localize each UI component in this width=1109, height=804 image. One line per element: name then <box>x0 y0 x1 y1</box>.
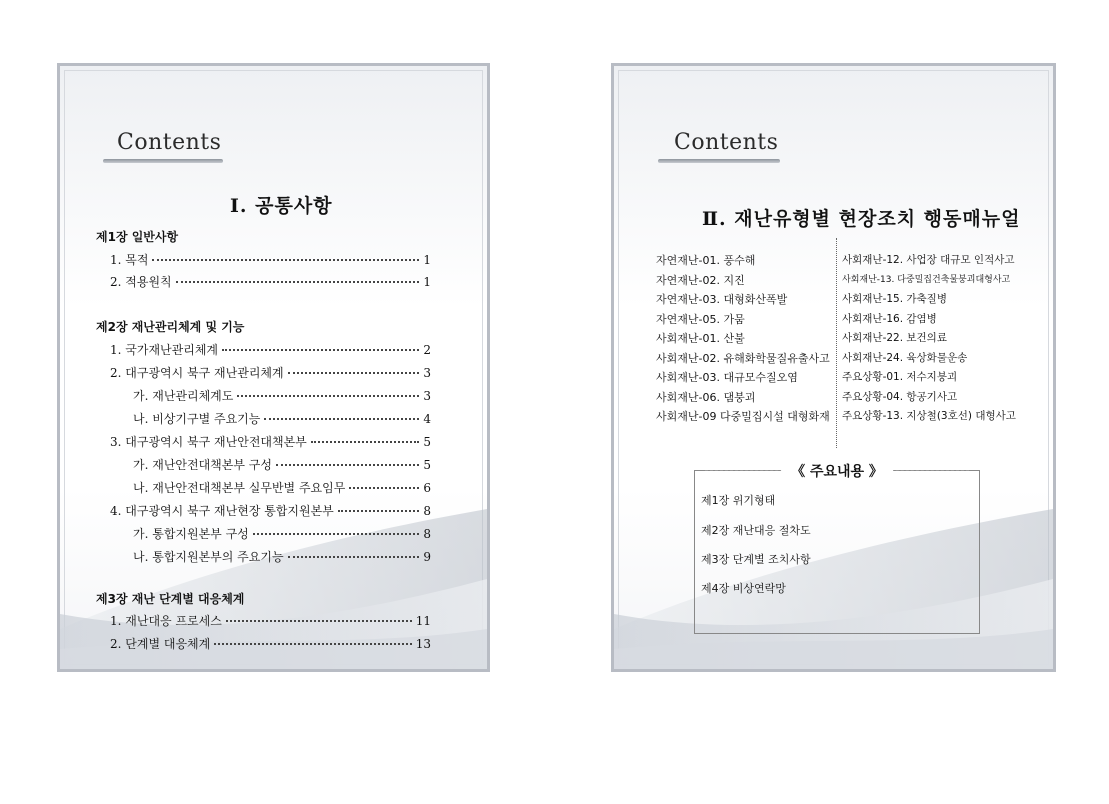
dot-leader <box>237 395 419 397</box>
toc-item-label: 2. 대구광역시 북구 재난관리체계 <box>110 366 284 380</box>
contents-underline <box>658 159 780 163</box>
contents-page-right <box>611 63 1056 672</box>
toc-page-number: 8 <box>423 527 431 541</box>
toc-item-label: 4. 대구광역시 북구 재난현장 통합지원본부 <box>110 504 334 518</box>
toc-page-number: 1 <box>423 253 431 267</box>
toc-item[interactable] <box>110 612 431 629</box>
disaster-list-right <box>842 251 1016 427</box>
chapter-title: 제1장 일반사항 <box>96 230 179 244</box>
toc-page-number: 8 <box>423 504 431 518</box>
list-item[interactable]: 사회재난-02. 유해화학물질유출사고 <box>656 351 830 365</box>
chapter-title: 제3장 재난 단계별 대응체계 <box>96 592 245 606</box>
contents-label: Contents <box>117 130 222 155</box>
toc-item-label: 3. 대구광역시 북구 재난안전대책본부 <box>110 435 307 449</box>
toc-page-number: 1 <box>423 275 431 289</box>
dot-leader <box>226 620 412 622</box>
toc-item[interactable] <box>133 410 431 427</box>
toc-page-number: 3 <box>423 389 431 403</box>
toc-item[interactable] <box>110 364 431 381</box>
list-item[interactable]: 사회재난-12. 사업장 대규모 인적사고 <box>842 254 1015 266</box>
section-title: Ⅰ. 공통사항 <box>230 195 333 217</box>
key-contents-item[interactable]: 제1장 위기형태 <box>701 494 776 507</box>
dot-leader <box>288 372 420 374</box>
toc-item-label: 1. 목적 <box>110 253 149 267</box>
list-item[interactable]: 주요상황-04. 항공기사고 <box>842 390 958 403</box>
toc-item-label: 2. 단계별 대응체계 <box>110 637 211 651</box>
list-item[interactable]: 자연재난-02. 지진 <box>656 273 745 287</box>
list-item[interactable]: 사회재난-09 다중밀집시설 대형화재 <box>656 410 830 423</box>
list-item[interactable]: 사회재난-01. 산불 <box>656 332 745 345</box>
toc-item-label: 1. 재난대응 프로세스 <box>110 614 222 628</box>
list-item[interactable]: 사회재난-15. 가축질병 <box>842 293 947 305</box>
dot-leader <box>276 464 419 466</box>
list-item[interactable]: 사회재난-16. 감염병 <box>842 312 937 325</box>
toc-page-number: 3 <box>423 366 431 380</box>
contents-label: Contents <box>674 130 779 155</box>
dot-leader <box>338 510 420 512</box>
toc-item[interactable] <box>133 387 431 404</box>
toc-item[interactable] <box>110 502 431 519</box>
toc-item[interactable] <box>110 251 431 268</box>
dot-leader <box>264 418 419 420</box>
toc-item-label: 가. 통합지원본부 구성 <box>133 527 249 541</box>
list-item[interactable]: 사회재난-24. 육상화물운송 <box>842 351 968 364</box>
toc-item-label: 나. 재난안전대책본부 실무반별 주요임무 <box>133 481 346 495</box>
chapter-title: 제2장 재난관리체계 및 기능 <box>96 320 245 334</box>
dot-leader <box>288 556 420 558</box>
contents-page-left <box>57 63 490 672</box>
dot-leader <box>253 533 420 535</box>
toc-item[interactable] <box>133 456 431 473</box>
dot-leader <box>311 441 420 443</box>
toc-page-number: 6 <box>423 481 431 495</box>
toc-page-number: 2 <box>423 343 431 357</box>
toc-item[interactable] <box>110 273 431 290</box>
toc-page-number: 5 <box>423 435 431 449</box>
list-item[interactable]: 사회재난-06. 댐붕괴 <box>656 390 756 404</box>
disaster-list-left <box>656 251 830 427</box>
dot-leader <box>222 349 419 351</box>
toc-item[interactable] <box>133 525 431 542</box>
toc-item[interactable] <box>133 548 431 565</box>
key-contents-item[interactable]: 제3장 단계별 조치사항 <box>701 553 811 566</box>
toc-item[interactable] <box>110 433 431 450</box>
dot-leader <box>214 643 411 645</box>
dot-leader <box>349 487 419 489</box>
toc-item-label: 나. 통합지원본부의 주요기능 <box>133 550 284 564</box>
section-title: Ⅱ. 재난유형별 현장조치 행동매뉴얼 <box>702 208 1021 230</box>
key-contents-box <box>694 464 980 634</box>
list-item[interactable]: 주요상황-01. 저수지붕괴 <box>842 371 958 383</box>
toc-item[interactable] <box>110 341 431 358</box>
key-contents-item[interactable]: 제4장 비상연락망 <box>701 582 786 595</box>
toc-page-number: 13 <box>415 637 431 651</box>
toc-item-label: 1. 국가재난관리체계 <box>110 343 219 357</box>
list-item[interactable]: 자연재난-01. 풍수해 <box>656 254 756 267</box>
dot-leader <box>176 281 420 283</box>
column-divider <box>836 238 837 448</box>
toc-item-label: 2. 적용원칙 <box>110 275 172 289</box>
list-item[interactable]: 사회재난-03. 대규모수질오염 <box>656 371 798 384</box>
toc-item[interactable] <box>133 479 431 496</box>
list-item[interactable]: 사회재난-22. 보건의료 <box>842 332 947 344</box>
toc-item[interactable] <box>110 635 431 652</box>
toc-item-label: 가. 재난안전대책본부 구성 <box>133 458 272 472</box>
toc-item-label: 나. 비상기구별 주요기능 <box>133 412 261 426</box>
toc-item-label: 가. 재난관리체계도 <box>133 389 234 403</box>
toc-page-number: 9 <box>423 550 431 564</box>
toc-page-number: 4 <box>423 412 431 426</box>
list-item[interactable]: 주요상황-13. 지상철(3호선) 대형사고 <box>842 410 1016 422</box>
dot-leader <box>152 259 419 261</box>
list-item[interactable]: 자연재난-05. 가뭄 <box>656 312 745 326</box>
toc-page-number: 11 <box>415 614 431 628</box>
key-contents-title: 《 주요내용 》 <box>781 461 893 481</box>
key-contents-item[interactable]: 제2장 재난대응 절차도 <box>701 524 811 537</box>
list-item[interactable]: 자연재난-03. 대형화산폭발 <box>656 293 788 306</box>
toc-page-number: 5 <box>423 458 431 472</box>
list-item[interactable]: 사회재난-13. 다중밀집건축물붕괴대형사고 <box>842 274 1011 285</box>
contents-underline <box>103 159 223 163</box>
